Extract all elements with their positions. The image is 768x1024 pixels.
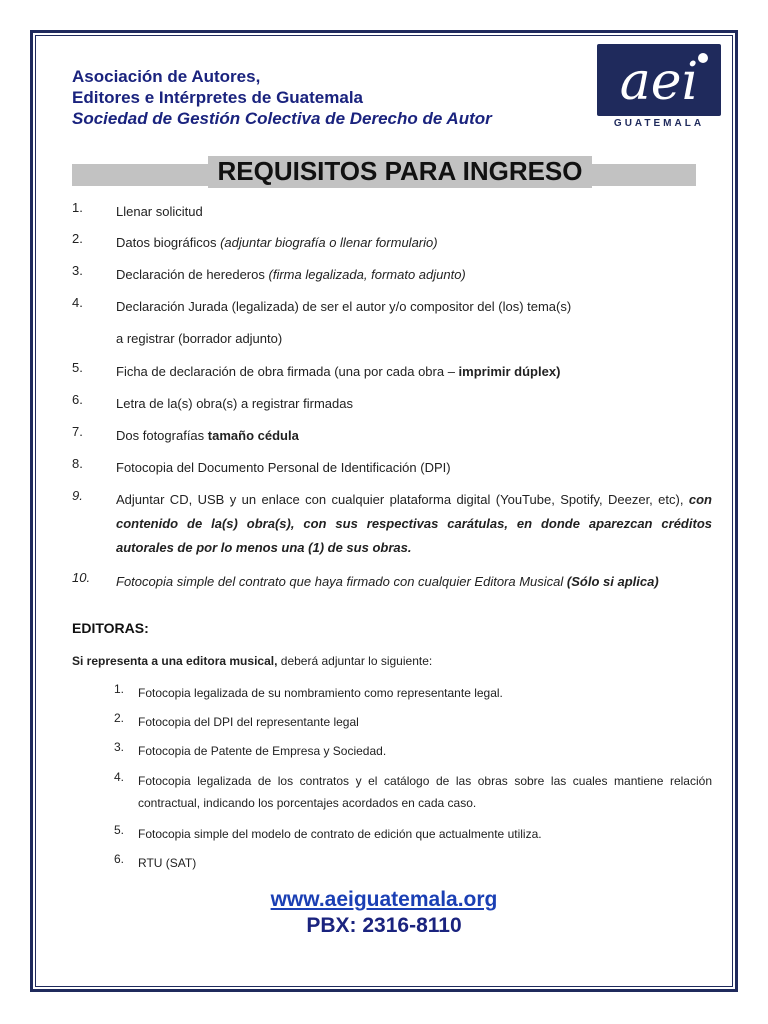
item-number: 7. bbox=[72, 424, 83, 439]
item-number: 8. bbox=[72, 456, 83, 471]
item-number: 2. bbox=[72, 231, 83, 246]
logo-mark bbox=[597, 44, 721, 116]
organization-header bbox=[72, 66, 492, 129]
pbx-phone: PBX: 2316-8110 bbox=[306, 914, 462, 937]
item-number: 3. bbox=[72, 263, 83, 278]
item-number: 4. bbox=[114, 770, 125, 784]
item-text: Fotocopia legalizada de los contratos y el catálogo de las obras sobre las cuales mantiene relación contractual, indicando los porcentajes acordados en cada caso. bbox=[138, 774, 712, 810]
org-name-line-1: Asociación de Autores, bbox=[72, 67, 261, 86]
item-number: 5. bbox=[114, 823, 125, 837]
item-number: 4. bbox=[72, 295, 83, 310]
item-text: Llenar solicitud bbox=[116, 204, 203, 219]
page-title: REQUISITOS PARA INGRESO bbox=[217, 156, 583, 186]
item-number: 10. bbox=[72, 570, 91, 585]
item-text: Adjuntar CD, USB y un enlace con cualquier plataforma digital (YouTube, Spotify, Deezer, etc), con contenido de la(s) obra(s), con sus respectivas carátulas, en donde aparezcan créditos autorales de por lo menos una (1) de sus obras. bbox=[116, 492, 712, 555]
item-number: 9. bbox=[72, 488, 83, 503]
item-text: Fotocopia legalizada de su nombramiento como representante legal. bbox=[138, 686, 503, 700]
item-text: Fotocopia simple del contrato que haya firmado con cualquier Editora Musical (Sólo si aplica) bbox=[116, 574, 659, 589]
item-text: Fotocopia de Patente de Empresa y Sociedad. bbox=[138, 744, 387, 758]
editoras-heading: EDITORAS: bbox=[72, 620, 149, 636]
item-text: Declaración Jurada (legalizada) de ser el autor y/o compositor del (los) tema(s) a registrar (borrador adjunto) bbox=[116, 299, 572, 346]
item-text: Datos biográficos (adjuntar biografía o llenar formulario) bbox=[116, 235, 438, 250]
website-link[interactable]: www.aeiguatemala.org bbox=[270, 888, 498, 911]
item-text: Declaración de herederos (firma legalizada, formato adjunto) bbox=[116, 267, 466, 282]
org-subtitle: Sociedad de Gestión Colectiva de Derecho de Autor bbox=[72, 109, 492, 128]
item-text: Fotocopia del Documento Personal de Identificación (DPI) bbox=[116, 460, 451, 475]
item-text: Fotocopia del DPI del representante legal bbox=[138, 715, 359, 729]
editoras-intro: Si representa a una editora musical, deberá adjuntar lo siguiente: bbox=[72, 654, 433, 668]
item-number: 6. bbox=[114, 852, 125, 866]
item-number: 5. bbox=[72, 360, 83, 375]
logo-text: aei bbox=[619, 52, 699, 112]
logo-icon bbox=[597, 44, 721, 116]
item-text: Fotocopia simple del modelo de contrato de edición que actualmente utiliza. bbox=[138, 827, 542, 841]
item-text: Dos fotografías tamaño cédula bbox=[116, 428, 299, 443]
item-text: Ficha de declaración de obra firmada (una por cada obra – imprimir dúplex) bbox=[116, 364, 561, 379]
logo-caption: GUATEMALA bbox=[613, 118, 705, 129]
item-number: 2. bbox=[114, 711, 125, 725]
org-name-line-2: Editores e Intérpretes de Guatemala bbox=[72, 88, 363, 107]
item-number: 1. bbox=[114, 682, 125, 696]
item-number: 6. bbox=[72, 392, 83, 407]
aei-logo bbox=[597, 44, 721, 130]
item-text: RTU (SAT) bbox=[138, 856, 197, 870]
item-number: 3. bbox=[114, 740, 125, 754]
item-text: Letra de la(s) obra(s) a registrar firmadas bbox=[116, 396, 353, 411]
item-number: 1. bbox=[72, 200, 83, 215]
